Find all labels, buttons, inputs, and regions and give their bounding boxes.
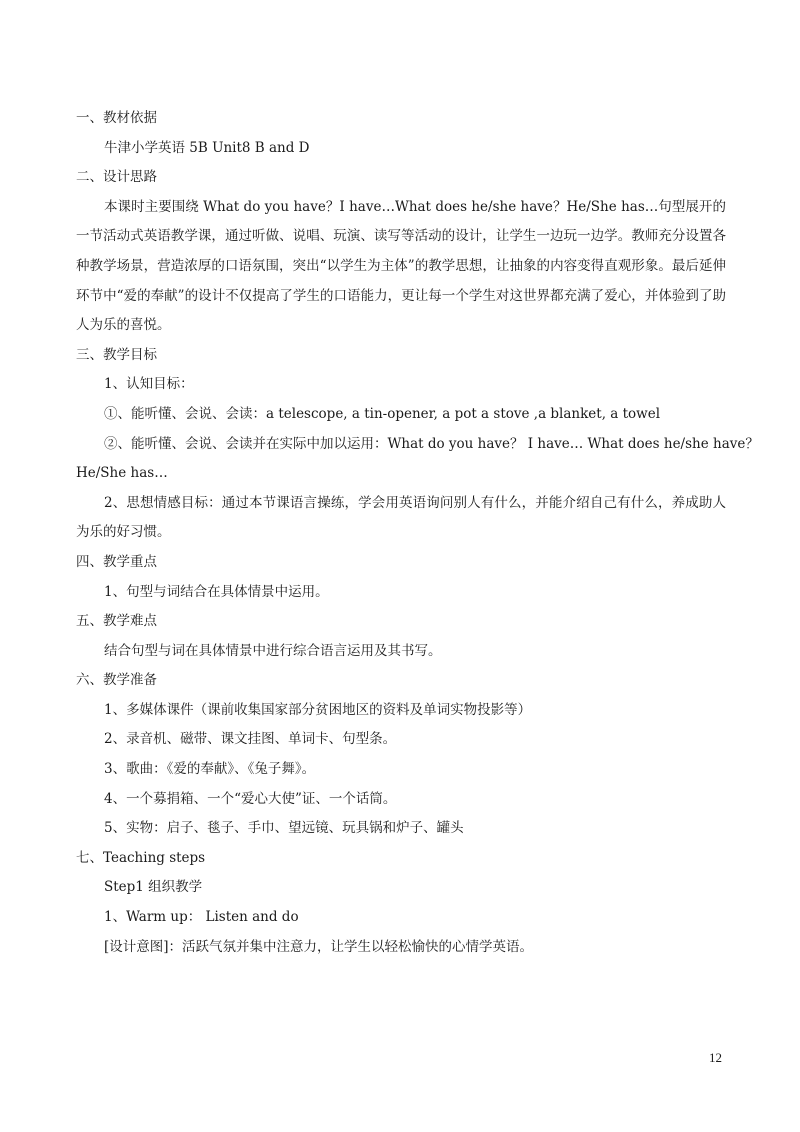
design-idea-paragraph: 本课时主要围绕 What do you have？I have…What does he/she have？He/She has…句型展开的一节活动式英语教学课，通过听做、说唱、玩演、读写等活动的设计，让学生一边玩一边学。教师充分设置各种教学场景，营造浓厚的口语氛围，突出“以学生为主体”的教学思想，让抽象的内容变得直观形象。最后延伸环节中“爱的奉献”的设计不仅提高了学生的口语能力，更让每一个学生对这世界都充满了爱心，并体验到了助人为乐的喜悦。 — [76, 198, 726, 334]
preparation-item-5: 5、实物：启子、毯子、手巾、望远镜、玩具锅和炉子、罐头 — [104, 820, 464, 837]
section-heading-6: 六、教学准备 — [76, 672, 157, 689]
preparation-item-4: 4、一个募捐箱、一个“爱心大使”证、一个话筒。 — [104, 790, 397, 807]
section-heading-1: 一、教材依据 — [76, 110, 157, 126]
section-heading-7: 七、Teaching steps — [76, 849, 206, 866]
preparation-item-2: 2、录音机、磁带、课文挂图、单词卡、句型条。 — [104, 731, 397, 748]
section-heading-4: 四、教学重点 — [76, 553, 157, 570]
cognitive-goal-label: 1、认知目标： — [104, 376, 194, 393]
page-number: 12 — [709, 1050, 722, 1065]
cognitive-goal-a: ①、能听懂、会说、会读：a telescope, a tin-opener, a pot a stove ,a blanket, a towel — [104, 405, 661, 422]
cognitive-goal-b-line2: He/She has… — [76, 465, 168, 482]
warm-up-item: 1、Warm up： Listen and do — [104, 909, 299, 926]
section-heading-2: 二、设计思路 — [76, 169, 157, 186]
design-intent-note: [设计意图]：活跃气氛并集中注意力，让学生以轻松愉快的心情学英语。 — [104, 938, 534, 955]
preparation-item-1: 1、多媒体课件（课前收集国家部分贫困地区的资料及单词实物投影等） — [104, 701, 532, 718]
section-heading-3: 三、教学目标 — [76, 346, 157, 363]
difficulty-text: 结合句型与词在具体情景中进行综合语言运用及其书写。 — [104, 642, 442, 659]
preparation-item-3: 3、歌曲：《爱的奉献》、《兔子舞》。 — [104, 761, 316, 778]
emotional-goal-paragraph: 2、思想情感目标：通过本节课语言操练，学会用英语询问别人有什么，并能介绍自己有什么，养成助人为乐的好习惯。 — [76, 494, 726, 541]
key-point-item: 1、句型与词结合在具体情景中运用。 — [104, 583, 329, 600]
cognitive-goal-b-line1: ②、能听懂、会说、会读并在实际中加以运用：What do you have？ I have… What does he/she have？ — [104, 435, 759, 452]
step-1-title: Step1 组织教学 — [104, 879, 203, 896]
document-body — [76, 104, 759, 962]
section-heading-5: 五、教学难点 — [76, 613, 157, 630]
textbook-reference: 牛津小学英语 5B Unit8 B and D — [104, 139, 310, 156]
